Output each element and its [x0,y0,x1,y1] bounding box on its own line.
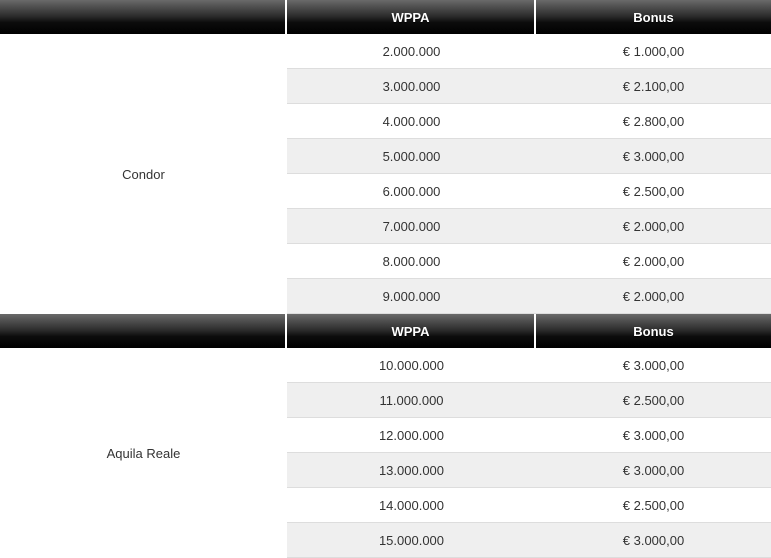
table-header [0,0,771,34]
table-row [287,523,771,558]
bonus-value: € 3.000,00 [622,427,685,443]
wppa-value: 4.000.000 [382,113,441,129]
wppa-value: 6.000.000 [382,183,441,199]
wppa-value: 9.000.000 [382,288,441,304]
table-row [287,279,771,314]
table-header [0,314,771,348]
table-row [287,69,771,104]
header-cell-wppa: WPPA [285,314,534,348]
header-cell-empty [0,0,285,34]
wppa-value: 12.000.000 [378,427,445,443]
header-cell-bonus: Bonus [534,0,771,34]
bonus-value: € 2.500,00 [622,183,685,199]
bonus-value: € 1.000,00 [622,43,685,59]
table-row [287,418,771,453]
bonus-value: € 2.500,00 [622,392,685,408]
bonus-value: € 3.000,00 [622,532,685,548]
wppa-value: 15.000.000 [378,532,445,548]
wppa-value: 2.000.000 [382,43,441,59]
bonus-value: € 3.000,00 [622,462,685,478]
tier-label: Aquila Reale [106,445,181,461]
wppa-value: 8.000.000 [382,253,441,269]
bonus-value: € 3.000,00 [622,357,685,373]
header-cell-wppa: WPPA [285,0,534,34]
tier-label: Condor [122,166,165,182]
table-row [287,453,771,488]
wppa-value: 11.000.000 [379,392,444,408]
table-row [287,383,771,418]
wppa-value: 14.000.000 [378,497,445,513]
table-body [0,34,771,314]
table-row [287,348,771,383]
table-row [287,209,771,244]
tier-label-cell [0,348,287,558]
header-cell-empty [0,314,285,348]
bonus-value: € 2.800,00 [622,113,685,129]
header-cell-bonus: Bonus [534,314,771,348]
wppa-value: 5.000.000 [382,148,441,164]
table-row [287,139,771,174]
bonus-value: € 3.000,00 [622,148,685,164]
wppa-value: 7.000.000 [382,218,441,234]
table-row [287,488,771,523]
tier-section-aquila-reale [0,314,771,558]
bonus-value: € 2.000,00 [622,288,685,304]
wppa-value: 13.000.000 [378,462,445,478]
table-row [287,34,771,69]
bonus-value: € 2.100,00 [622,78,685,94]
table-row [287,244,771,279]
bonus-value: € 2.000,00 [622,218,685,234]
bonus-value: € 2.500,00 [622,497,685,513]
bonus-value: € 2.000,00 [622,253,685,269]
table-row [287,104,771,139]
tier-label-cell [0,34,287,314]
table-row [287,174,771,209]
table-rows [287,34,771,314]
wppa-value: 3.000.000 [382,78,441,94]
table-rows [287,348,771,558]
wppa-value: 10.000.000 [378,357,445,373]
table-body [0,348,771,558]
